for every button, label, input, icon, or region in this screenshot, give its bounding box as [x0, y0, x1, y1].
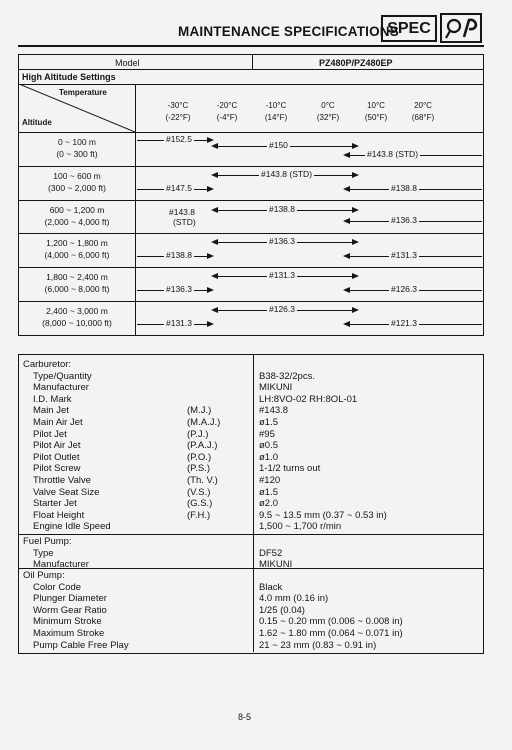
altitude-feet: (2,000 ~ 4,000 ft): [44, 216, 110, 227]
spec-value: DF52: [259, 547, 283, 559]
temp-celsius: 20°C: [414, 101, 432, 110]
temp-fahrenheit: (14°F): [264, 113, 288, 122]
spec-abbreviation: (G.S.): [187, 498, 213, 510]
arrow-head-left: [211, 207, 218, 213]
spec-value: ø1.5: [259, 417, 279, 428]
row-divider: [19, 301, 483, 302]
spec-label: Pilot Air Jet: [33, 440, 81, 452]
spec-label: Throttle Valve: [33, 475, 91, 486]
spec-label: Minimum Stroke: [33, 616, 102, 628]
spec-label: Manufacturer: [33, 382, 89, 394]
arrow-head-left: [343, 218, 350, 224]
arrow-head-left: [343, 186, 350, 192]
section-heading: Fuel Pump:: [23, 536, 72, 547]
spec-value: 1.62 ~ 1.80 mm (0.064 ~ 0.071 in): [259, 628, 403, 639]
spec-label: Pilot Outlet: [33, 451, 80, 463]
spec-label: Pump Cable Free Play: [33, 639, 129, 651]
temp-celsius: -10°C: [265, 101, 287, 110]
spec-abbreviation: (V.S.): [187, 486, 211, 498]
arrow-head-right: [207, 186, 214, 192]
spec-value: 1,500 ~ 1,700 r/min: [259, 521, 342, 533]
spec-value: 4.0 mm (0.16 in): [259, 593, 329, 605]
spec-abbreviation: (P.O.): [187, 451, 212, 463]
spec-value: ø1.0: [259, 451, 279, 463]
wrench-icon: [440, 13, 482, 43]
altitude-meters: 600 ~ 1,200 m: [49, 204, 105, 215]
altitude-feet: (8,000 ~ 10,000 ft): [42, 318, 112, 328]
temp-fahrenheit: (68°F): [411, 113, 435, 122]
spec-label: Starter Jet: [33, 498, 77, 510]
altitude-meters: 1,200 ~ 1,800 m: [46, 238, 108, 249]
jet-value: #147.5: [166, 182, 192, 193]
spec-label: Float Height: [33, 509, 85, 521]
spec-label: Maximum Stroke: [33, 628, 105, 639]
jet-value: #131.3: [391, 250, 417, 261]
spec-value: #95: [259, 428, 275, 440]
temp-fahrenheit: (50°F): [364, 113, 388, 122]
spec-value: MIKUNI: [259, 382, 293, 394]
page-title: MAINTENANCE SPECIFICATIONS: [178, 24, 399, 39]
altitude-header: Altitude: [22, 118, 52, 127]
spec-label: Plunger Diameter: [33, 593, 107, 605]
jet-value: #131.3: [269, 270, 295, 281]
jet-value: #136.3: [166, 284, 192, 295]
spec-abbreviation: (P.A.J.): [187, 440, 218, 452]
spec-value: #120: [259, 475, 281, 486]
arrow-head-right: [352, 239, 359, 245]
spec-label: Main Air Jet: [33, 417, 83, 428]
spec-value: MIKUNI: [259, 559, 293, 571]
altitude-feet: (6,000 ~ 8,000 ft): [44, 284, 110, 295]
temp-fahrenheit: (-4°F): [216, 113, 238, 122]
section-title: High Altitude Settings: [22, 72, 116, 82]
arrow-head-right: [352, 207, 359, 213]
altitude-meters: 0 ~ 100 m: [57, 137, 97, 147]
row-divider: [19, 233, 483, 234]
temperature-header: Temperature: [59, 88, 107, 97]
spec-value: 21 ~ 23 mm (0.83 ~ 0.91 in): [259, 639, 377, 651]
temp-celsius: 10°C: [367, 101, 385, 110]
wrench-symbol: [442, 15, 480, 41]
arrow-head-left: [211, 143, 218, 149]
spec-label: Type/Quantity: [33, 370, 92, 382]
spec-label: Type: [33, 547, 54, 559]
page-number: 8-5: [238, 712, 252, 722]
jet-value: #126.3: [269, 304, 295, 314]
jet-value: #138.8: [166, 250, 192, 261]
jet-value: #152.5: [166, 134, 192, 144]
spec-abbreviation: (F.H.): [187, 509, 211, 521]
spec-value: 1-1/2 turns out: [259, 463, 321, 475]
spec-label: I.D. Mark: [33, 393, 72, 405]
spec-label: Valve Seat Size: [33, 486, 100, 498]
spec-abbreviation: (P.S.): [187, 463, 211, 475]
spec-abbreviation: (M.A.J.): [187, 417, 221, 428]
jet-value: #138.8: [391, 182, 417, 193]
section-heading: Oil Pump:: [23, 570, 65, 581]
section-heading: Carburetor:: [23, 359, 72, 370]
jet-value: #126.3: [391, 284, 417, 295]
spec-value: B38-32/2pcs.: [259, 370, 315, 382]
spec-label: Color Code: [33, 581, 82, 593]
spec-label: Pilot Screw: [33, 463, 81, 475]
altitude-feet: (4,000 ~ 6,000 ft): [44, 250, 110, 261]
spec-label: Engine Idle Speed: [33, 521, 111, 533]
temp-fahrenheit: (32°F): [316, 113, 340, 122]
jet-value: #150: [269, 140, 288, 150]
temp-fahrenheit: (-22°F): [165, 113, 191, 122]
arrow-head-left: [211, 273, 218, 279]
spec-value: 0.15 ~ 0.20 mm (0.006 ~ 0.008 in): [259, 616, 403, 628]
arrow-head-right: [207, 253, 214, 259]
spec-value: ø0.5: [259, 440, 279, 452]
altitude-meters: 1,800 ~ 2,400 m: [46, 272, 108, 283]
row-divider: [19, 200, 483, 201]
arrow-head-left: [211, 307, 218, 313]
altitude-meters: 100 ~ 600 m: [53, 170, 101, 181]
temp-celsius: -30°C: [167, 101, 189, 110]
spec-abbreviation: (P.J.): [187, 428, 209, 440]
arrow-head-right: [207, 287, 214, 293]
jet-value: #143.8: [169, 206, 195, 217]
temp-celsius: 0°C: [321, 101, 335, 110]
jet-value: #136.3: [269, 236, 295, 247]
jet-value: #138.8: [269, 203, 295, 214]
jet-value: #143.8 (STD): [367, 149, 419, 159]
arrow-head-right: [352, 172, 359, 178]
jet-value: #143.8 (STD): [261, 168, 313, 179]
jet-value: #131.3: [166, 318, 192, 328]
row-divider: [19, 267, 483, 268]
arrow-head-left: [343, 253, 350, 259]
jet-value-std: (STD): [173, 216, 196, 227]
spec-value: 1/25 (0.04): [259, 604, 305, 616]
arrow-head-right: [352, 273, 359, 279]
header-rule: [18, 45, 484, 47]
jet-value: #136.3: [391, 214, 417, 225]
model-value: PZ480P/PZ480EP: [319, 58, 393, 68]
spec-label: Manufacturer: [33, 559, 89, 571]
spec-value: ø1.5: [259, 486, 279, 498]
spec-value: 9.5 ~ 13.5 mm (0.37 ~ 0.53 in): [259, 509, 387, 521]
arrow-head-left: [211, 239, 218, 245]
spec-abbreviation: (Th. V.): [187, 475, 218, 486]
altitude-feet: (0 ~ 300 ft): [56, 149, 98, 159]
spec-badge: SPEC: [381, 15, 437, 42]
arrow-head-left: [343, 152, 350, 158]
model-label: Model: [115, 58, 140, 68]
altitude-feet: (300 ~ 2,000 ft): [48, 182, 106, 193]
altitude-meters: 2,400 ~ 3,000 m: [46, 306, 108, 316]
arrow-head-left: [211, 172, 218, 178]
high-altitude-table: [18, 54, 484, 336]
temp-celsius: -20°C: [216, 101, 238, 110]
arrow-head-right: [352, 307, 359, 313]
jet-value: #121.3: [391, 318, 417, 328]
arrow-head-right: [352, 143, 359, 149]
carburetor-spec-table: [18, 354, 484, 654]
spec-label: Main Jet: [33, 405, 69, 417]
spec-abbreviation: (M.J.): [187, 405, 212, 417]
spec-value: LH:8VO-02 RH:8OL-01: [259, 393, 358, 405]
arrow-head-left: [343, 321, 350, 327]
arrow-head-left: [343, 287, 350, 293]
arrow-head-right: [207, 321, 214, 327]
spec-label: Worm Gear Ratio: [33, 604, 107, 616]
row-divider: [19, 166, 483, 167]
spec-value: ø2.0: [259, 498, 279, 510]
spec-label: Pilot Jet: [33, 428, 67, 440]
spec-value: Black: [259, 581, 283, 593]
spec-value: #143.8: [259, 405, 289, 417]
